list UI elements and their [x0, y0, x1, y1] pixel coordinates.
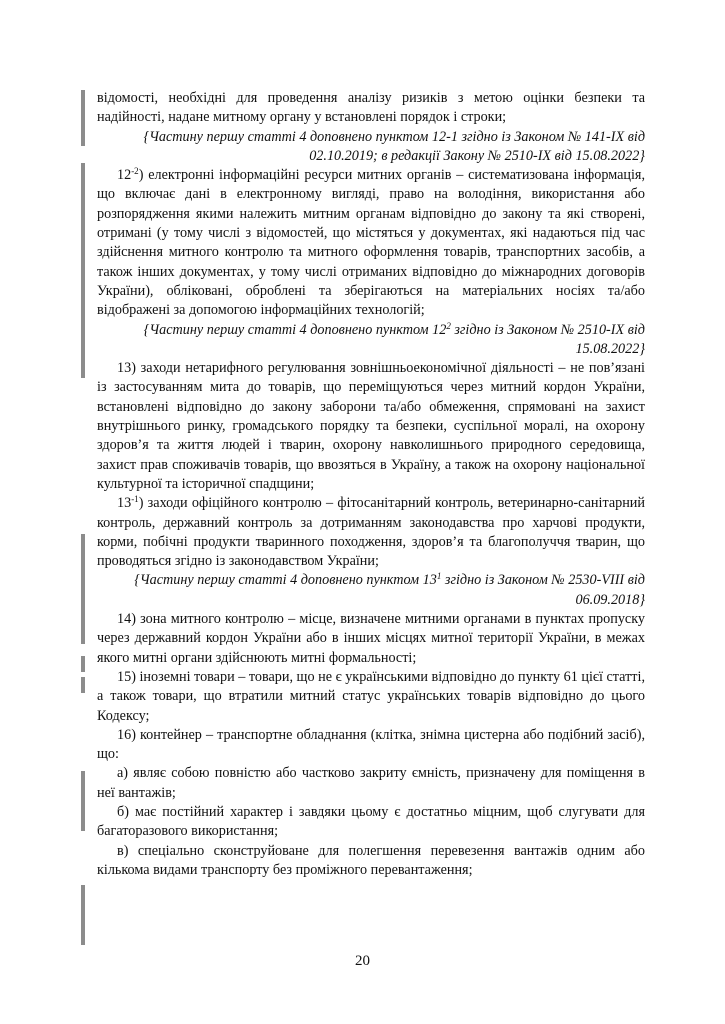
text-run: {Частину першу статті 4 доповнено пунктом 13 — [134, 572, 437, 589]
amendment-note — [97, 571, 645, 610]
text-run: б) має постійний характер і завдяки цьому є достатньо міцним, щоб слугувати для багаторазового використання; — [97, 803, 645, 840]
revision-margin-bar — [81, 163, 85, 378]
text-run: 13 — [117, 495, 132, 512]
text-run: згідно із Законом № 2530-VIII від 06.09.2018} — [441, 572, 645, 608]
page-number: 20 — [355, 953, 370, 969]
amendment-note — [97, 128, 645, 167]
text-run: відомості, необхідні для проведення аналізу ризиків з метою оцінки безпеки та надійності, надане митному органу у встановлені порядок і строки; — [97, 90, 645, 126]
text-run: в) спеціально сконструйоване для полегшення перевезення вантажів одним або кількома видами транспорту без проміжного перевантаження; — [97, 842, 645, 878]
superscript: -2 — [131, 166, 139, 177]
superscript: 2 — [446, 320, 451, 331]
text-run: 13) заходи нетарифного регулювання зовнішньоекономічної діяльності – не пов’язані із застосуванням мита до товарів, що переміщуються через митний кордон України, встановлені відповідно до закону заборони та/або обмеження, спрямовані на захист внутрішнього ринку, громадського порядку та безпеки, суспільної моралі, на охорону здоров’я та життя людей і тварин, охорону навколишнього природного середовища, захист прав споживачів товарів, що ввозяться в Україну, а також на охорону національної культурної та історичної спадщини; — [97, 360, 645, 492]
text-run: {Частину першу статті 4 доповнено пунктом 12-1 згідно із Законом № 141-IX від 02.10.2019; в редакції Закону № 2510-IX від 15.08.2022} — [143, 128, 645, 164]
paragraph — [97, 494, 645, 571]
paragraph — [97, 359, 645, 494]
revision-margin-bar — [81, 656, 85, 672]
revision-margin-bar — [81, 771, 85, 831]
revision-margin-bar — [81, 90, 85, 146]
paragraph — [97, 726, 645, 765]
amendment-note — [97, 321, 645, 360]
text-run: згідно із Законом № 2510-IX від 15.08.2022} — [450, 321, 645, 357]
paragraph — [97, 764, 645, 803]
text-run: а) являє собою повністю або частково закриту ємність, призначену для поміщення в неї вантажів; — [97, 765, 645, 801]
superscript: 1 — [436, 571, 442, 582]
paragraph — [97, 166, 645, 320]
revision-margin-bar — [81, 677, 85, 693]
revision-margin-bar — [81, 885, 85, 945]
text-run: 12 — [117, 167, 132, 184]
superscript: -1 — [131, 494, 139, 505]
paragraph — [97, 89, 645, 128]
text-run: 16) контейнер – транспортне обладнання (клітка, знімна цистерна або подібний засіб), що: — [97, 726, 645, 763]
text-run: ) електронні інформаційні ресурси митних органів – систематизована інформація, що включає дані в електронному вигляді, право на володіння, використання або розпорядження якими належить митним органам відповідно до закону та які створені, отримані (у тому числі з відомостей, що містяться у документах, які надаються під час здійснення митного контролю та митного оформлення товарів, транспортних засобів, а також інших документах, у тому числі отриманих відповідно до міжнародних договорів України), обліковані, оброблені та зберігаються на матеріальних носіях та/або відображені за допомогою інформаційних технологій; — [97, 167, 645, 319]
paragraph — [97, 803, 645, 842]
text-run: ) заходи офіційного контролю – фітосанітарний контроль, ветеринарно-санітарний контроль, державний контроль за дотриманням законодавства про харчові продукти, корми, побічні продукти тваринного походження, здоров’я та благополуччя тварин, що проводяться згідно із законодавством України; — [97, 495, 645, 570]
paragraph — [97, 842, 645, 881]
document-body — [97, 89, 645, 880]
text-run: {Частину першу статті 4 доповнено пунктом 12 — [143, 321, 447, 338]
paragraph — [97, 610, 645, 668]
paragraph — [97, 668, 645, 726]
text-run: 15) іноземні товари – товари, що не є українськими відповідно до пункту 61 цієї статті, а також товари, що втратили митний статус українських товарів відповідно до цього Кодексу; — [97, 668, 645, 724]
revision-margin-bar — [81, 534, 85, 644]
text-run: 14) зона митного контролю – місце, визначене митними органами в пунктах пропуску через державний кордон України або в інших місцях митної території України, в межах якого митні органи здійснюють митні формальності; — [97, 611, 645, 666]
